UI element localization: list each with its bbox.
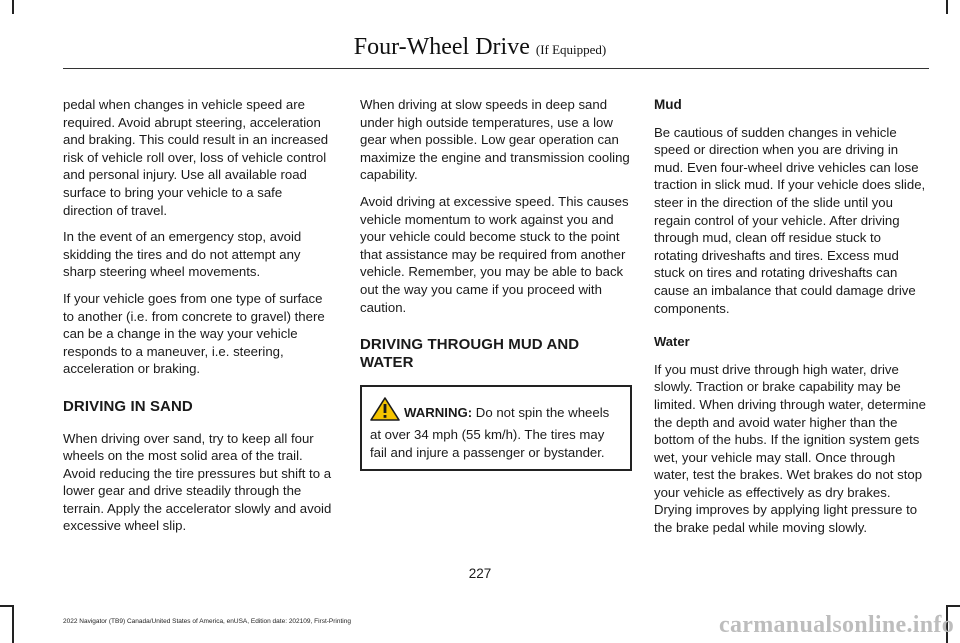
column-middle: [360, 96, 632, 471]
paragraph: If your vehicle goes from one type of surface to another (i.e. from concrete to gravel) there can be a change in the way your vehicle responds to a maneuver, i.e. steering, acceleration or braking.: [63, 290, 325, 377]
paragraph: pedal when changes in vehicle speed are required. Avoid abrupt steering, acceleration and braking. This could result in an increased risk of vehicle roll over, loss of vehicle control and personal injury. Use all available road surface to bring your vehicle to a safe direction of travel.: [63, 97, 329, 218]
paragraph: In the event of an emergency stop, avoid skidding the tires and do not attempt any sharp steering wheel movements.: [63, 229, 302, 280]
paragraph: Be cautious of sudden changes in vehicle speed or direction when you are driving in mud. Even four-wheel drive vehicles can lose traction in slick mud. If your vehicle does slide, steer in the direction of the slide until you regain control of your vehicle. After driving through mud, clean off residue stuck to rotating driveshafts and tires. Excess mud stuck on tires and rotating driveshafts can cause an imbalance that could damage drive components.: [654, 124, 926, 316]
crop-mark-bottom-right-h: [946, 605, 960, 607]
crop-mark-bottom-left-h: [0, 605, 14, 607]
footer-edition-text: 2022 Navigator (TB9) Canada/United States of America, enUSA, Edition date: 202109, First-Printing: [63, 618, 351, 625]
crop-mark-bottom-left-v: [12, 605, 14, 643]
paragraph: When driving at slow speeds in deep sand under high outside temperatures, use a low gear when possible. Low gear operation can maximize the engine and transmission cooling capability.: [360, 97, 630, 183]
header-subtitle: (If Equipped): [535, 42, 607, 57]
section-heading-mud-water: DRIVING THROUGH MUD AND WATER: [360, 336, 580, 371]
watermark: carmanualsonline.info: [719, 612, 954, 638]
column-right: [654, 96, 926, 546]
crop-mark-top-right-v: [946, 0, 948, 14]
paragraph: Avoid driving at excessive speed. This causes vehicle momentum to work against you and your vehicle could become stuck to the point that assistance may be required from another vehicle. Remember, you may be able to back out the way you came if you proceed with caution.: [360, 193, 629, 315]
subheading-water: Water: [654, 334, 690, 350]
warning-label: WARNING:: [404, 405, 473, 421]
paragraph: When driving over sand, try to keep all four wheels on the most solid area of the trail. Avoid reducing the tire pressures but shift to a lower gear and drive steadily through the terrain. Apply the accelerator slowly and avoid excessive wheel slip.: [63, 430, 332, 534]
page-header: [0, 34, 960, 61]
header-divider: [63, 68, 929, 69]
warning-text: Do not spin the wheels at over 34 mph (55 km/h). The tires may fail and injure a passenger or bystander.: [370, 405, 610, 460]
page-number: 227: [468, 566, 492, 581]
column-left: [63, 96, 335, 544]
header-title: Four-Wheel Drive: [353, 34, 530, 60]
warning-box: [360, 385, 632, 471]
warning-triangle-icon: [370, 397, 400, 426]
subheading-mud: Mud: [654, 97, 682, 112]
section-heading-sand: DRIVING IN SAND: [63, 397, 193, 415]
paragraph: If you must drive through high water, drive slowly. Traction or brake capability may be limited. When driving through water, determine the depth and avoid water higher than the bottom of the hubs. If the ignition system gets wet, your vehicle may stall. Once through water, test the brakes. Wet brakes do not stop your vehicle as effectively as dry brakes. Drying improves by applying light pressure to the brake pedal while moving slowly.: [654, 361, 926, 536]
crop-mark-top-left-v: [12, 0, 14, 14]
